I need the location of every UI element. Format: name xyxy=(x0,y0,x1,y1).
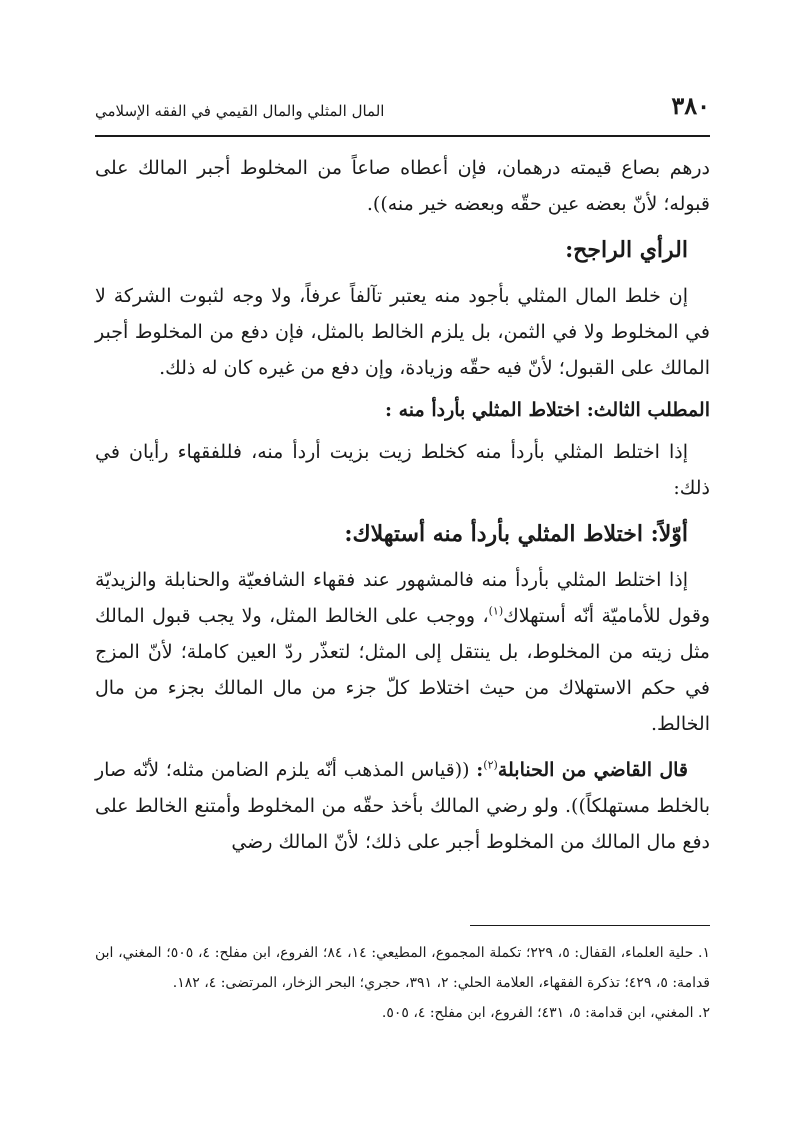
paragraph-shafii xyxy=(95,562,710,742)
footnote-ref-1[interactable]: (١) xyxy=(488,604,504,618)
section-heading-matlab: المطلب الثالث: اختلاط المثلي بأردأ منه : xyxy=(384,399,710,421)
section-heading-rajih: الرأي الراجح: xyxy=(565,237,688,263)
page-header xyxy=(95,88,710,128)
paragraph-rajih: إن خلط المال المثلي بأجود منه يعتبر تآلفاً عرفاً، ولا وجه لثبوت الشركة لا في المخلوط ولا في الثمن، بل يلزم الخالط بالمثل، فإن دفع من المخلوط أجبر المالك على القبول؛ لأنّ فيه حقّه وزيادة، وإن دفع من غيره كان له ذلك. xyxy=(95,285,710,379)
running-title: المال المثلي والمال القيمي في الفقه الإسلامي xyxy=(95,102,385,120)
footnote-divider xyxy=(470,925,710,926)
p4-text-a: إذا اختلط المثلي بأردأ منه فالمشهور عند فقهاء الشافعيّة والحنابلة والزيديّة وقول للأماميّة أنّه أستهلاك xyxy=(95,569,710,627)
page-number: ٣٨٠ xyxy=(671,91,710,120)
p4-text-b: ، ووجب على الخالط المثل، ولا يجب قبول المالك مثل زيته من المخلوط، بل ينتقل إلى المثل؛ لتعذّر ردّ العين كاملة؛ لأنّ المزج في حكم الاستهلاك من حيث اختلاط كلّ جزء من مال المالك بجزء من مال الخالط. xyxy=(95,605,710,735)
book-page xyxy=(95,0,710,1134)
p5-lead: قال القاضي من الحنابلة xyxy=(497,759,688,781)
paragraph-continuation: درهم بصاع قيمته درهمان، فإن أعطاه صاعاً من المخلوط أجبر المالك على قبوله؛ لأنّ بعضه عين حقّه وبعضه خير منه)). xyxy=(95,157,710,215)
paragraph-qadi xyxy=(95,752,710,860)
body-text xyxy=(95,150,710,860)
footnote-ref-2[interactable]: (٢) xyxy=(483,758,498,772)
header-divider xyxy=(95,135,710,137)
section-heading-awwalan: أوّلاً: اختلاط المثلي بأردأ منه أستهلاك: xyxy=(344,521,688,547)
paragraph-intro: إذا اختلط المثلي بأردأ منه كخلط زيت بزيت أردأ منه، فللفقهاء رأيان في ذلك: xyxy=(95,441,710,499)
spacer xyxy=(95,742,710,752)
footnotes xyxy=(95,938,710,1028)
p5-colon: : xyxy=(476,759,484,781)
p5-text: ((قياس المذهب أنّه يلزم الضامن مثله؛ لأنّه صار بالخلط مستهلكاً)). ولو رضي المالك بأخذ حقّه من المخلوط وأمتنع الخالط على دفع مال المالك من المخلوط أجبر على ذلك؛ لأنّ المالك رضي xyxy=(95,759,710,853)
footnote-1: ١. حلية العلماء، القفال: ٥، ٢٢٩؛ تكملة المجموع، المطيعي: ١٤، ٨٤؛ الفروع، ابن مفلح: ٤، ٥٠٥؛ المغني، ابن قدامة: ٥، ٤٢٩؛ تذكرة الفقهاء، العلامة الحلي: ٢، ٣٩١، حجري؛ البحر الزخار، المرتضى: ٤، ١٨٢. xyxy=(95,945,711,991)
footnote-2: ٢. المغني، ابن قدامة: ٥، ٤٣١؛ الفروع، ابن مفلح: ٤، ٥٠٥. xyxy=(381,1005,710,1021)
